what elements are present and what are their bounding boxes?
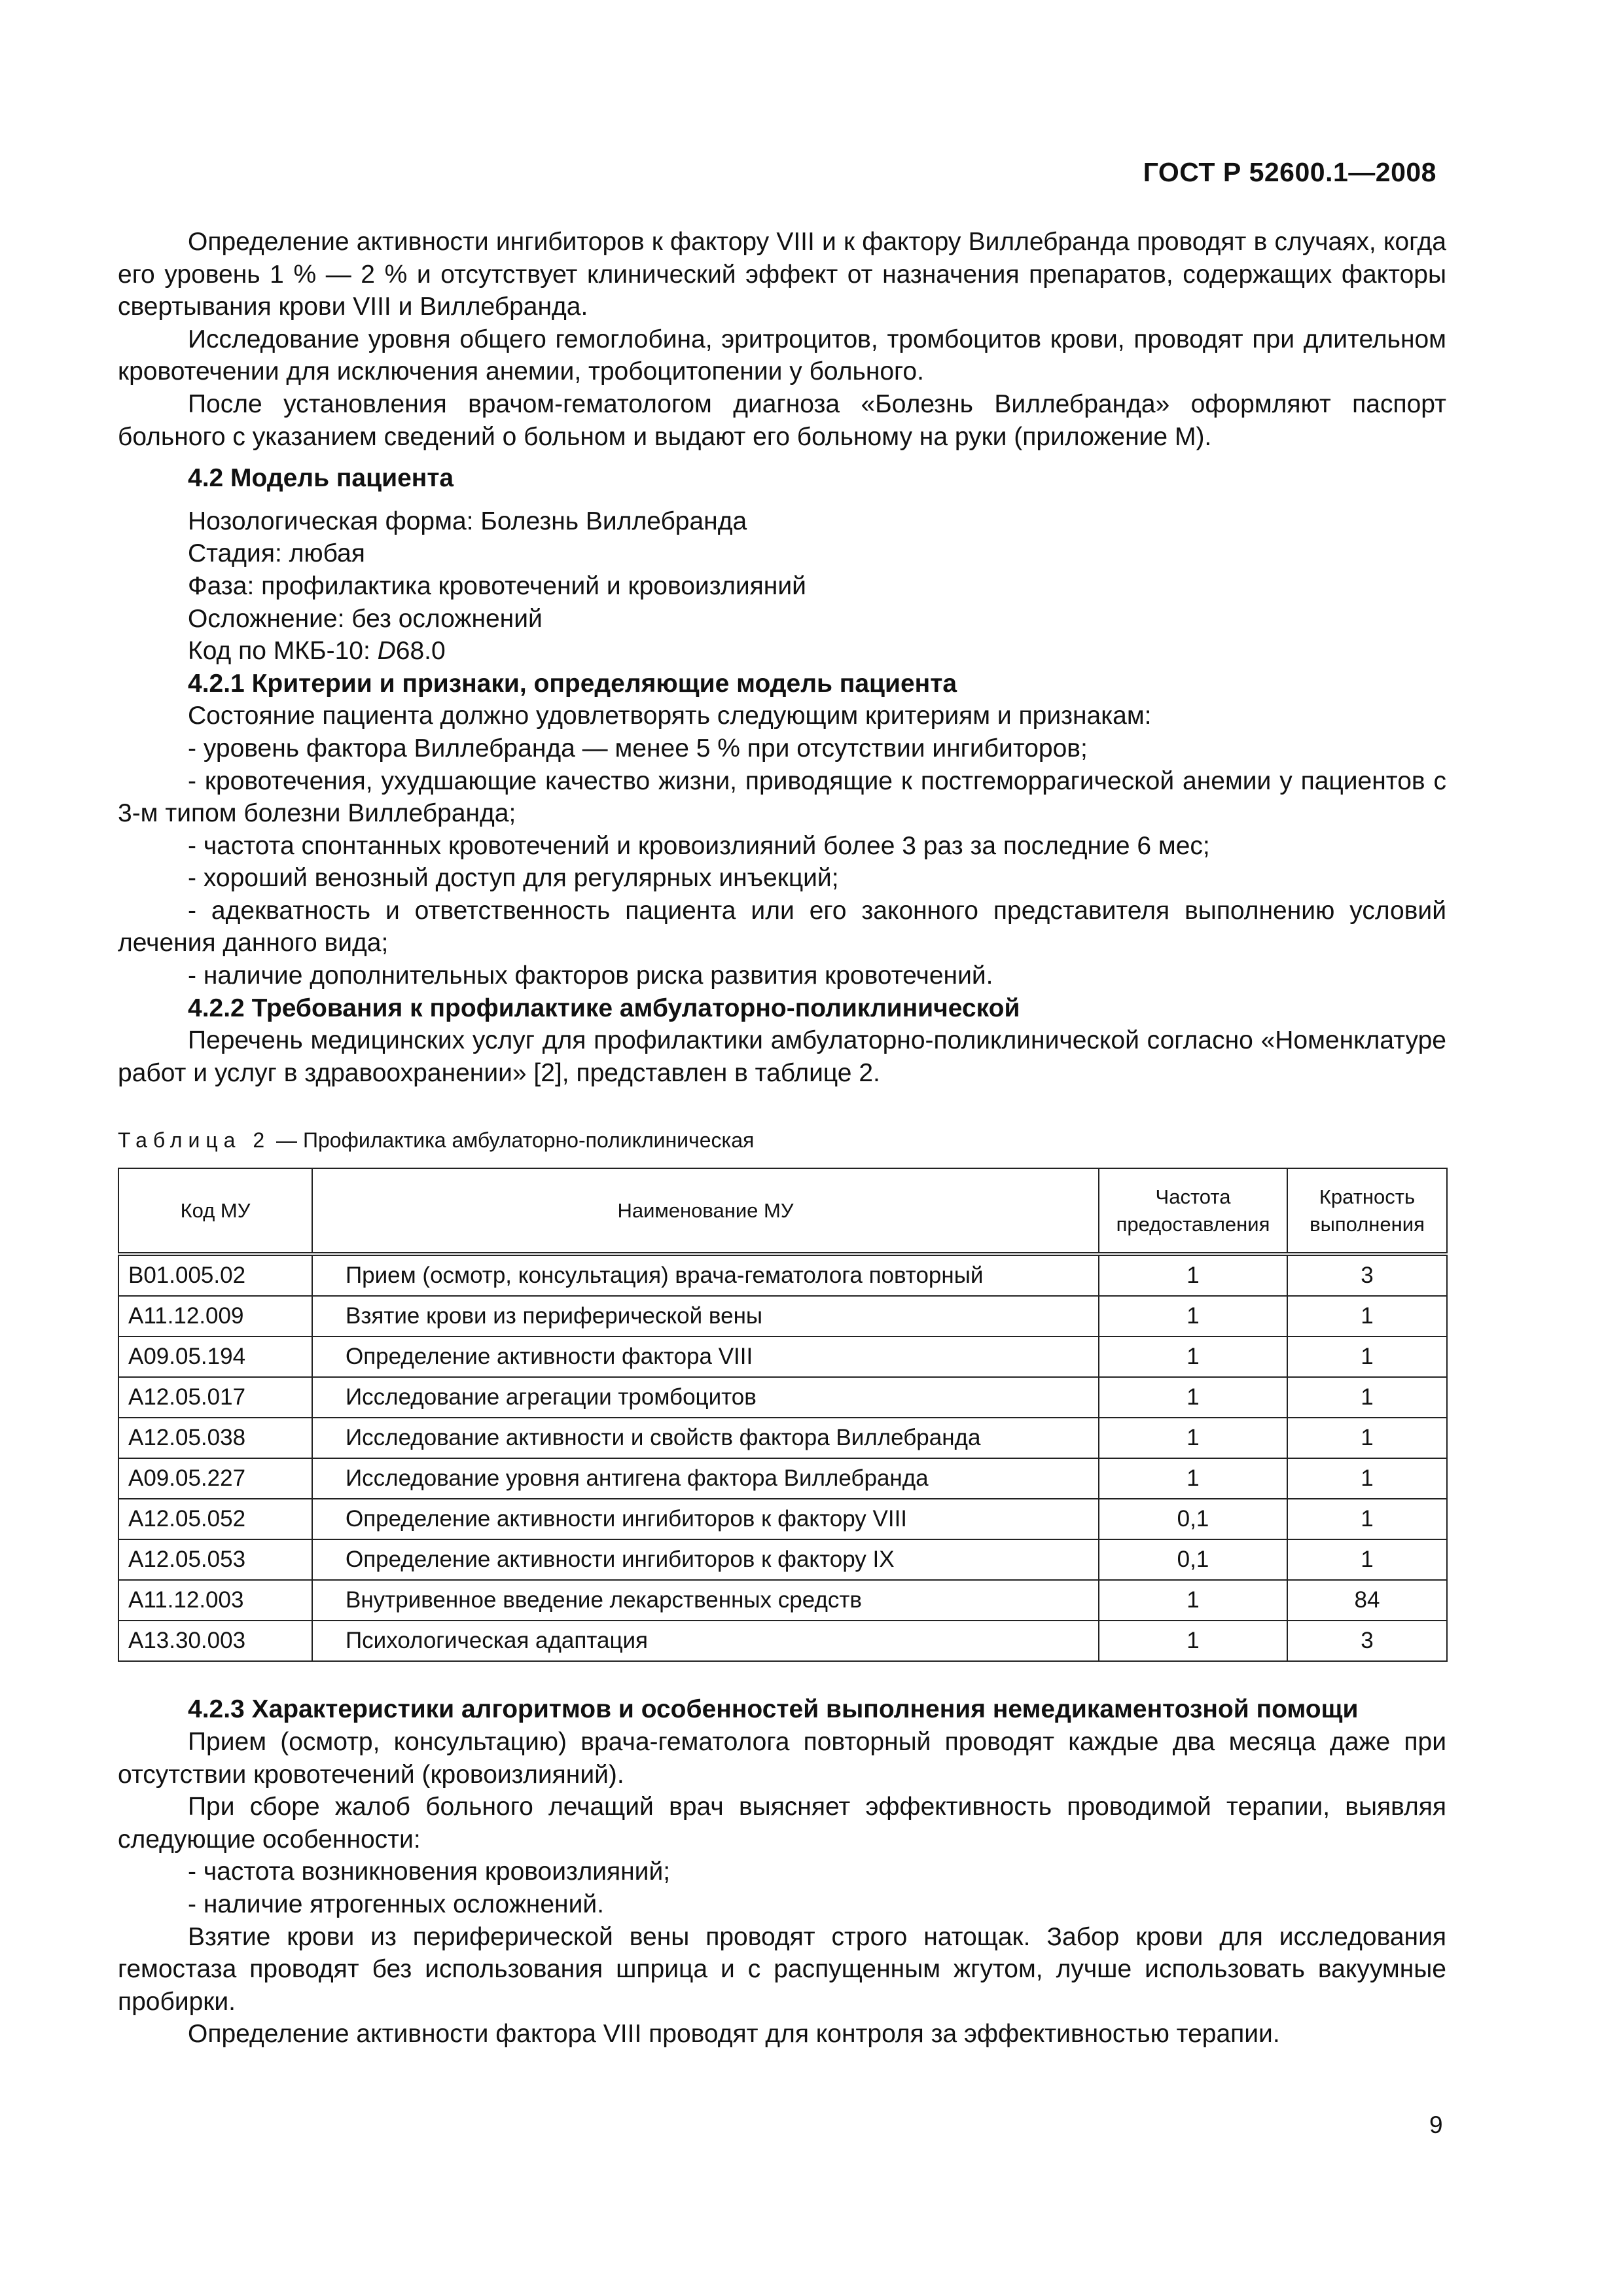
cell-code: A09.05.227	[118, 1458, 312, 1499]
icd-code-number: 68.0	[395, 637, 446, 666]
cell-frequency: 1	[1099, 1621, 1287, 1661]
cell-multiplicity: 1	[1287, 1499, 1447, 1539]
column-header: Кратность выполнения	[1287, 1168, 1447, 1254]
cell-code: A12.05.017	[118, 1377, 312, 1418]
cell-name: Определение активности фактора VIII	[312, 1336, 1099, 1377]
subsection-heading: 4.2.1 Критерии и признаки, определяющие модель пациента	[188, 669, 957, 698]
cell-name: Определение активности ингибиторов к фактору IX	[312, 1539, 1099, 1580]
cell-frequency: 1	[1099, 1336, 1287, 1377]
cell-frequency: 1	[1099, 1377, 1287, 1418]
cell-frequency: 1	[1099, 1418, 1287, 1458]
paragraph: Определение активности фактора VIII проводят для контроля за эффективностью терапии.	[188, 2020, 1280, 2049]
feature-item: - частота возникновения кровоизлияний;	[188, 1857, 671, 1886]
criteria-item: - наличие дополнительных факторов риска развития кровотечений.	[188, 961, 993, 990]
cell-name: Исследование уровня антигена фактора Виллебранда	[312, 1458, 1099, 1499]
column-header: Код МУ	[118, 1168, 312, 1254]
cell-code: A11.12.009	[118, 1296, 312, 1336]
table-row	[118, 1458, 1447, 1499]
table-header-row	[118, 1168, 1447, 1254]
cell-name: Исследование активности и свойств фактора Виллебранда	[312, 1418, 1099, 1458]
cell-name: Исследование агрегации тромбоцитов	[312, 1377, 1099, 1418]
table-row	[118, 1254, 1447, 1296]
paragraph: При сборе жалоб больного лечащий врач выясняет эффективность проводимой терапии, выявляя следующие особенности:	[118, 1793, 1446, 1854]
model-line: Стадия: любая	[188, 539, 365, 568]
table-row	[118, 1377, 1447, 1418]
table-row	[118, 1580, 1447, 1621]
cell-name: Определение активности ингибиторов к фактору VIII	[312, 1499, 1099, 1539]
criteria-item: - кровотечения, ухудшающие качество жизни, приводящие к постгеморрагической анемии у пациентов с 3-м типом болезни Виллебранда;	[118, 766, 1446, 828]
cell-frequency: 1	[1099, 1254, 1287, 1296]
cell-code: A11.12.003	[118, 1580, 312, 1621]
feature-item: - наличие ятрогенных осложнений.	[188, 1890, 604, 1918]
services-table	[118, 1168, 1448, 1662]
model-line: Нозологическая форма: Болезнь Виллебранда	[188, 507, 747, 535]
table-row	[118, 1539, 1447, 1580]
table-caption-text: — Профилактика амбулаторно-поликлиническая	[270, 1128, 755, 1153]
table-row	[118, 1418, 1447, 1458]
paragraph: Прием (осмотр, консультацию) врача-гематолога повторный проводят каждые два месяца даже при отсутствии кровотечений (кровоизлияний).	[118, 1728, 1446, 1789]
cell-code: A12.05.053	[118, 1539, 312, 1580]
criteria-item: - адекватность и ответственность пациента или его законного представителя выполнению условий лечения данного вида;	[118, 896, 1446, 958]
cell-multiplicity: 1	[1287, 1458, 1447, 1499]
cell-multiplicity: 84	[1287, 1580, 1447, 1621]
cell-code: A09.05.194	[118, 1336, 312, 1377]
cell-name: Внутривенное введение лекарственных средств	[312, 1580, 1099, 1621]
criteria-item: - уровень фактора Виллебранда — менее 5 % при отсутствии ингибиторов;	[188, 734, 1088, 762]
table-caption-label: Таблица 2	[118, 1128, 271, 1153]
subsection-heading: 4.2.2 Требования к профилактике амбулаторно-поликлинической	[188, 994, 1020, 1022]
icd-code-letter: D	[377, 637, 396, 666]
section-heading: 4.2 Модель пациента	[188, 464, 454, 493]
criteria-item: - хороший венозный доступ для регулярных инъекций;	[188, 864, 839, 893]
table-row	[118, 1336, 1447, 1377]
criteria-intro: Состояние пациента должно удовлетворять следующим критериям и признакам:	[188, 702, 1152, 730]
cell-frequency: 0,1	[1099, 1539, 1287, 1580]
cell-frequency: 1	[1099, 1296, 1287, 1336]
table-row	[118, 1499, 1447, 1539]
cell-name: Прием (осмотр, консультация) врача-гематолога повторный	[312, 1254, 1099, 1296]
icd-code-prefix: Код по МКБ-10:	[188, 637, 378, 666]
icd-code-line	[118, 635, 1446, 668]
cell-code: A12.05.052	[118, 1499, 312, 1539]
cell-frequency: 1	[1099, 1580, 1287, 1621]
cell-name: Психологическая адаптация	[312, 1621, 1099, 1661]
model-line: Осложнение: без осложнений	[188, 604, 543, 633]
page-number: 9	[1429, 2111, 1443, 2138]
cell-code: A12.05.038	[118, 1418, 312, 1458]
cell-multiplicity: 1	[1287, 1418, 1447, 1458]
cell-multiplicity: 1	[1287, 1336, 1447, 1377]
criteria-item: - частота спонтанных кровотечений и кровоизлияний более 3 раз за последние 6 мес;	[188, 831, 1210, 860]
table-row	[118, 1296, 1447, 1336]
paragraph: После установления врачом-гематологом диагноза «Болезнь Виллебранда» оформляют паспорт больного с указанием сведений о больном и выдают его больному на руки (приложение М).	[118, 389, 1446, 451]
table-row	[118, 1621, 1447, 1661]
cell-frequency: 0,1	[1099, 1499, 1287, 1539]
table-caption	[118, 1127, 1446, 1153]
cell-code: A13.30.003	[118, 1621, 312, 1661]
subsection-heading: 4.2.3 Характеристики алгоритмов и особенностей выполнения немедикаментозной помощи	[188, 1695, 1359, 1724]
section-4-2-3	[118, 1693, 1446, 2051]
model-line: Фаза: профилактика кровотечений и кровоизлияний	[188, 571, 806, 600]
cell-multiplicity: 1	[1287, 1539, 1447, 1580]
column-header: Частота предоставления	[1099, 1168, 1287, 1254]
cell-name: Взятие крови из периферической вены	[312, 1296, 1099, 1336]
paragraph: Определение активности ингибиторов к фактору VIII и к фактору Виллебранда проводят в случаях, когда его уровень 1 % — 2 % и отсутствует клинический эффект от назначения препаратов, содержащих факторы свертывания крови VIII и Виллебранда.	[118, 228, 1446, 321]
column-header: Наименование МУ	[312, 1168, 1099, 1254]
paragraph: Взятие крови из периферической вены проводят строго натощак. Забор крови для исследования гемостаза проводят без использования шприца и с распущенным жгутом, лучше использовать вакуумные пробирки.	[118, 1922, 1446, 2016]
cell-multiplicity: 3	[1287, 1621, 1447, 1661]
cell-multiplicity: 1	[1287, 1377, 1447, 1418]
page-body	[118, 226, 1446, 2051]
paragraph: Исследование уровня общего гемоглобина, эритроцитов, тромбоцитов крови, проводят при длительном кровотечении для исключения анемии, тробоцитопении у больного.	[118, 325, 1446, 386]
standard-id: ГОСТ Р 52600.1—2008	[1143, 157, 1436, 187]
cell-frequency: 1	[1099, 1458, 1287, 1499]
cell-multiplicity: 1	[1287, 1296, 1447, 1336]
cell-code: B01.005.02	[118, 1254, 312, 1296]
paragraph: Перечень медицинских услуг для профилактики амбулаторно-поликлинической согласно «Номенклатуре работ и услуг в здравоохранении» [2], представлен в таблице 2.	[118, 1026, 1446, 1087]
cell-multiplicity: 3	[1287, 1254, 1447, 1296]
